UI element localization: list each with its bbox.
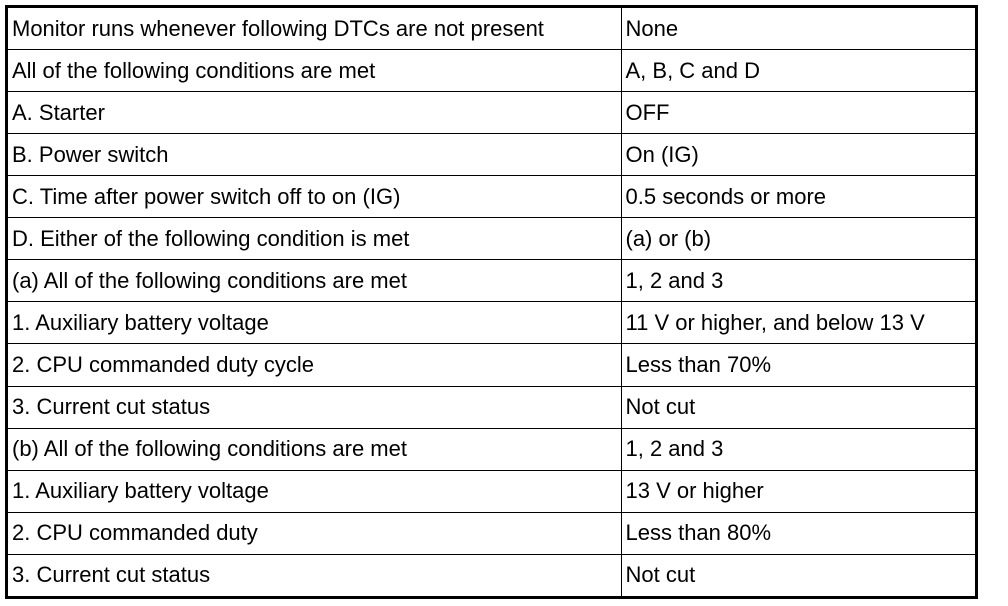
value-cell: On (IG) <box>621 134 975 176</box>
value-cell: Not cut <box>621 386 975 428</box>
condition-cell: (b) All of the following conditions are met <box>8 428 621 470</box>
value-cell: Not cut <box>621 554 975 596</box>
condition-cell: Monitor runs whenever following DTCs are not present <box>8 8 621 50</box>
value-cell: A, B, C and D <box>621 50 975 92</box>
condition-cell: (a) All of the following conditions are met <box>8 260 621 302</box>
table-row <box>8 428 975 470</box>
table-row <box>8 554 975 596</box>
table-row <box>8 8 975 50</box>
condition-cell: A. Starter <box>8 92 621 134</box>
condition-cell: C. Time after power switch off to on (IG) <box>8 176 621 218</box>
value-cell: 1, 2 and 3 <box>621 428 975 470</box>
table-row <box>8 50 975 92</box>
condition-cell: 3. Current cut status <box>8 554 621 596</box>
value-cell: (a) or (b) <box>621 218 975 260</box>
condition-cell: 1. Auxiliary battery voltage <box>8 470 621 512</box>
condition-cell: 1. Auxiliary battery voltage <box>8 302 621 344</box>
condition-cell: B. Power switch <box>8 134 621 176</box>
table-row <box>8 176 975 218</box>
value-cell: None <box>621 8 975 50</box>
value-cell: OFF <box>621 92 975 134</box>
table-row <box>8 344 975 386</box>
table-row <box>8 218 975 260</box>
condition-cell: D. Either of the following condition is met <box>8 218 621 260</box>
value-cell: 11 V or higher, and below 13 V <box>621 302 975 344</box>
condition-cell: 2. CPU commanded duty <box>8 512 621 554</box>
table-row <box>8 92 975 134</box>
value-cell: 0.5 seconds or more <box>621 176 975 218</box>
table-row <box>8 470 975 512</box>
monitor-conditions-table <box>8 8 975 596</box>
table-row <box>8 134 975 176</box>
conditions-table-frame <box>5 5 978 599</box>
value-cell: 1, 2 and 3 <box>621 260 975 302</box>
condition-cell: 3. Current cut status <box>8 386 621 428</box>
value-cell: Less than 70% <box>621 344 975 386</box>
value-cell: Less than 80% <box>621 512 975 554</box>
condition-cell: All of the following conditions are met <box>8 50 621 92</box>
table-row <box>8 260 975 302</box>
condition-cell: 2. CPU commanded duty cycle <box>8 344 621 386</box>
table-row <box>8 386 975 428</box>
value-cell: 13 V or higher <box>621 470 975 512</box>
table-row <box>8 302 975 344</box>
table-row <box>8 512 975 554</box>
